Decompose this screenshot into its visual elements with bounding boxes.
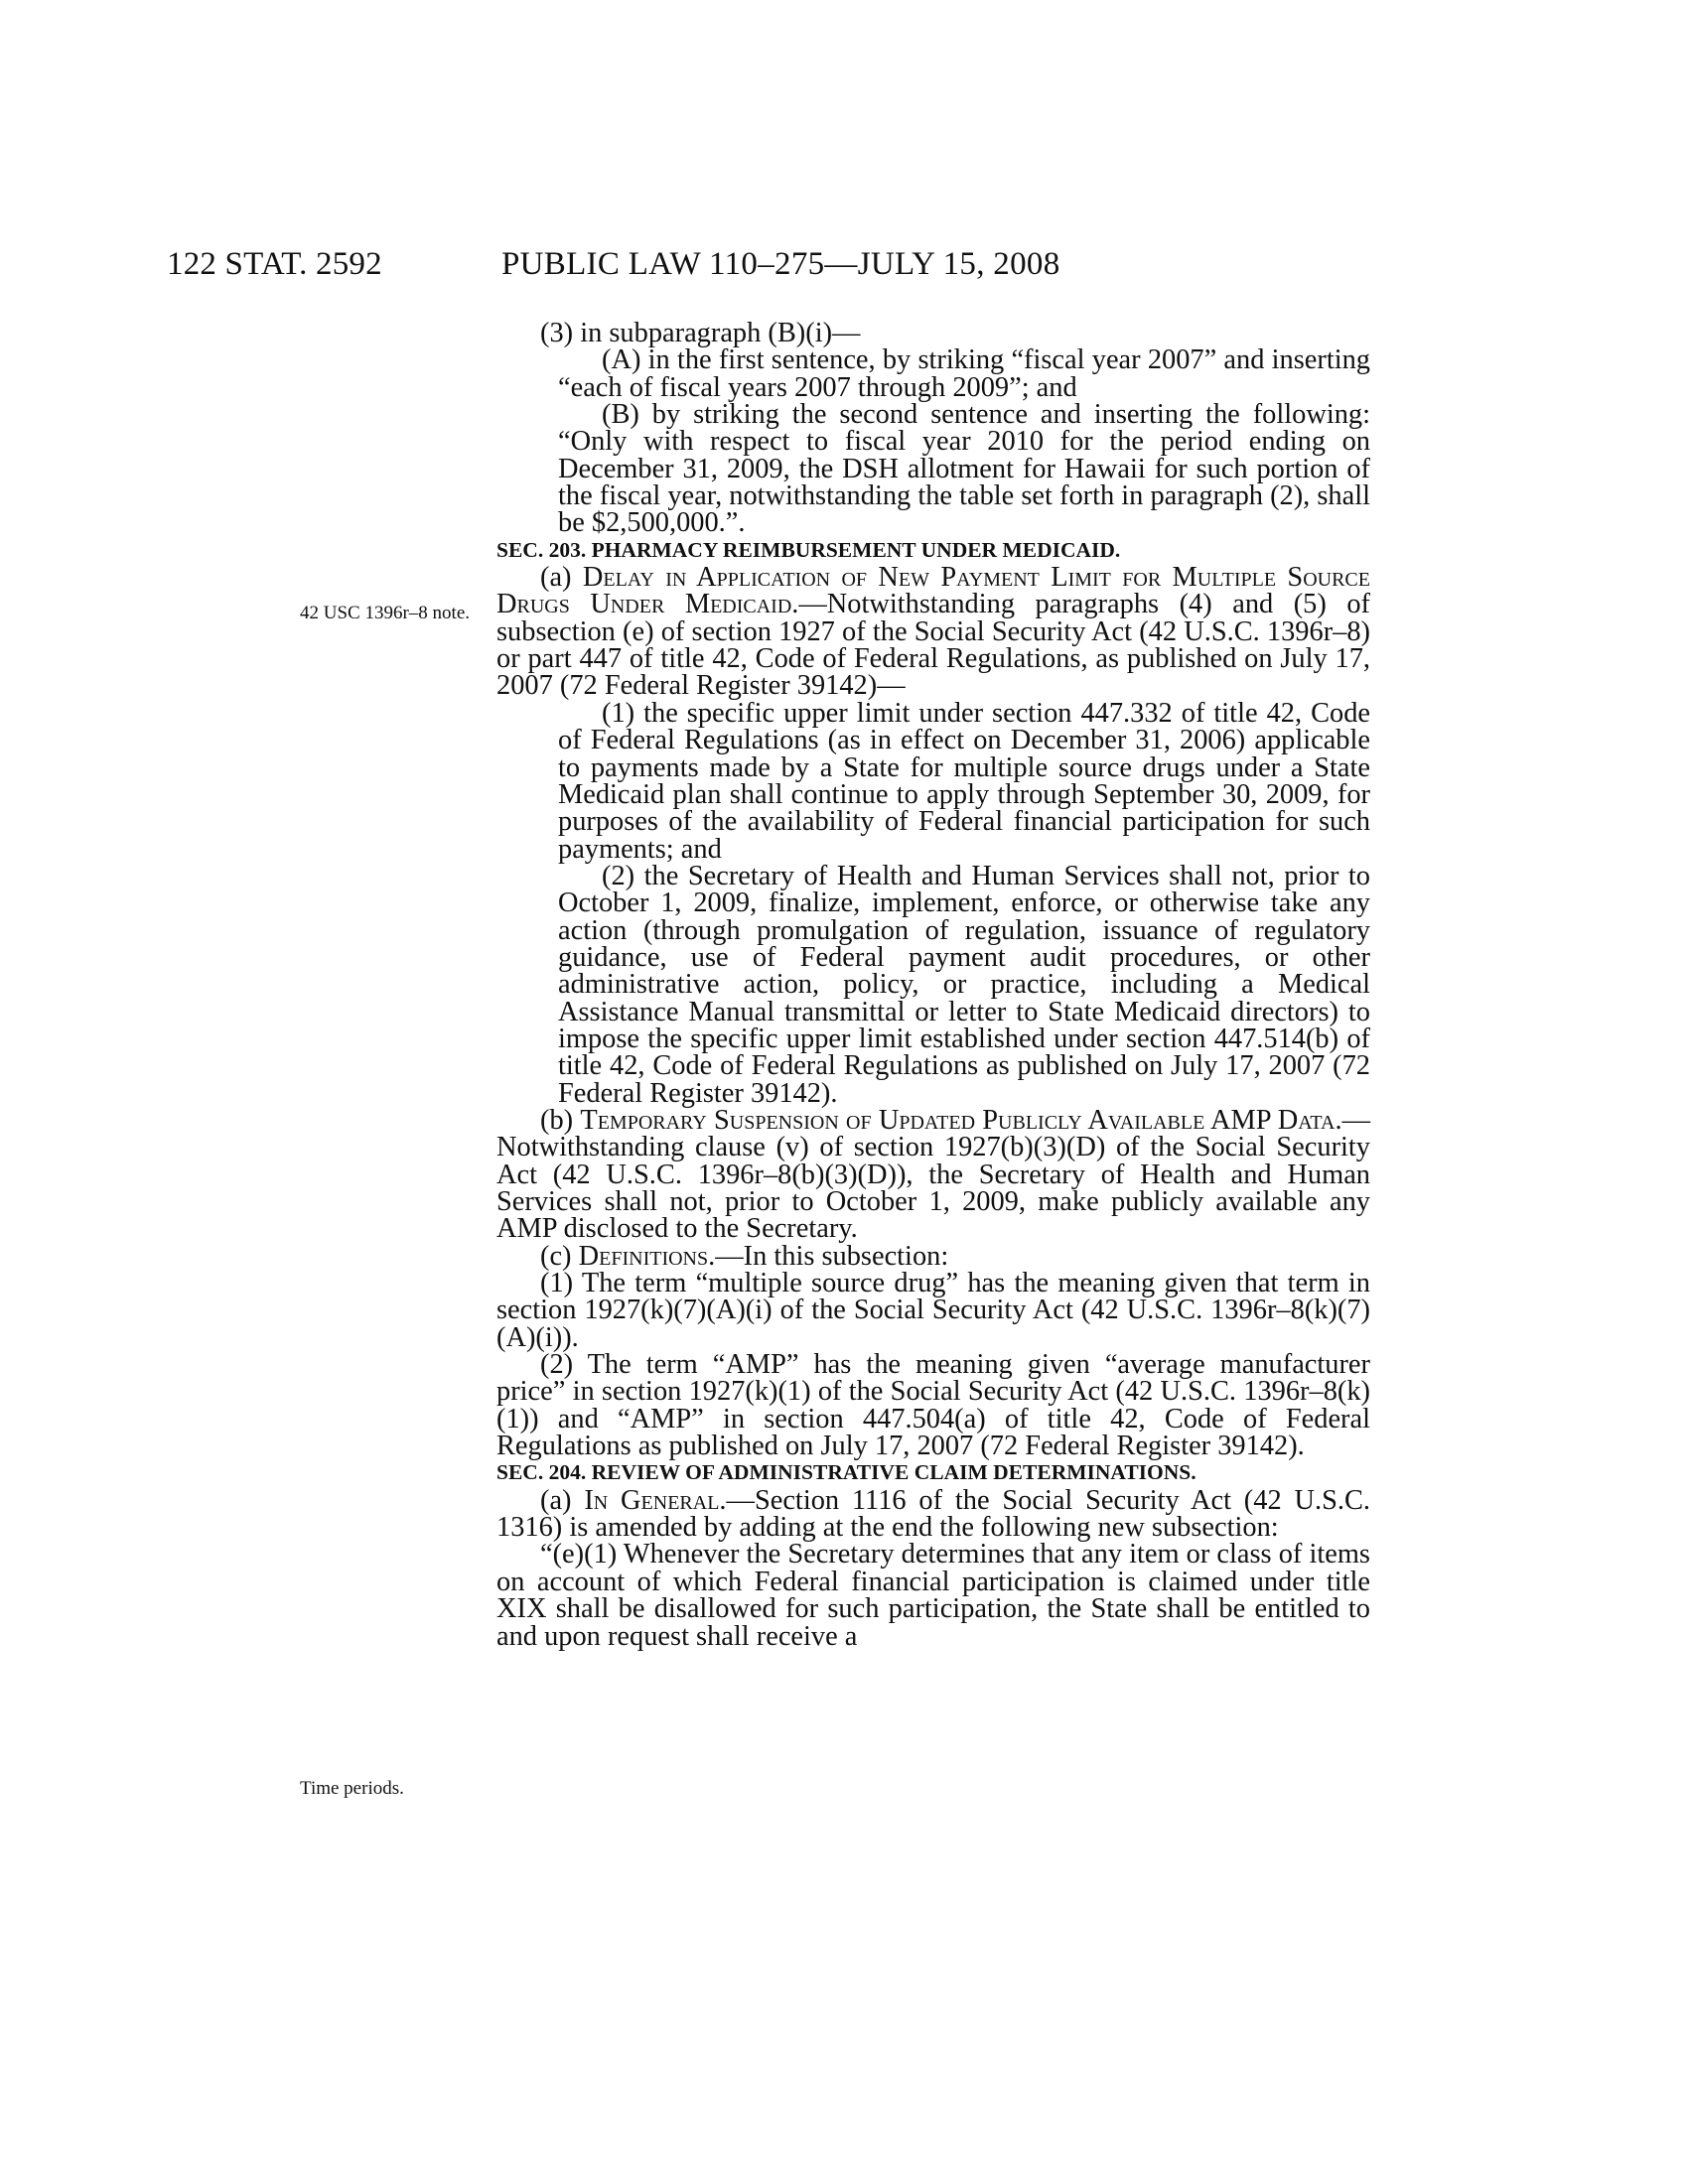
- subparagraph-b: (B) by striking the second sentence and inserting the following: “Only with respect to fiscal year 2010 for the period ending on December 31, 2009, the DSH allotment for Hawaii for such portion of the fiscal year, notwithstanding the table set forth in paragraph (2), shall be $2,500,000.”.: [558, 399, 1370, 539]
- margin-note-usc: 42 USC 1396r–8 note.: [300, 603, 470, 623]
- subsection-text: —Section 1116 of the Social Security Act (42 U.S.C. 1316) is amended by adding at the end the following new subsection:: [496, 1484, 1370, 1544]
- margin-note-time-periods: Time periods.: [300, 1778, 404, 1799]
- section-204-heading: SEC. 204. REVIEW OF ADMINISTRATIVE CLAIM DETERMINATIONS.: [496, 1460, 1196, 1485]
- section-203-heading: SEC. 203. PHARMACY REIMBURSEMENT UNDER MEDICAID.: [496, 537, 1121, 562]
- subsection-label: (b): [540, 1104, 574, 1136]
- section-203-c-paragraph-1: (1) The term “multiple source drug” has the meaning given that term in section 1927(k)(7)(A)(i) of the Social Security Act (42 U.S.C. 1396r–8(k)(7)(A)(i)).: [496, 1268, 1370, 1353]
- section-203-c-paragraph-2: (2) The term “AMP” has the meaning given “average manufacturer price” in section 1927(k)(1) of the Social Security Act (42 U.S.C. 1396r–8(k)(1)) and “AMP” in section 447.504(a) of title 42, Code of Federal Regulations as published on July 17, 2007 (72 Federal Register 39142).: [496, 1349, 1370, 1462]
- section-203-subsection-a: [496, 564, 1370, 700]
- subsection-label: (a): [540, 562, 572, 594]
- section-203-a-paragraph-2: (2) the Secretary of Health and Human Services shall not, prior to October 1, 2009, finalize, implement, enforce, or otherwise take any action (through promulgation of regulation, issuance of regulatory guidance, use of Federal payment audit procedures, or other administrative action, policy, or practice, including a Medical Assistance Manual transmittal or letter to State Medicaid directors) to impose the specific upper limit established under section 447.514(b) of title 42, Code of Federal Regulations as published on July 17, 2007 (72 Federal Register 39142).: [558, 860, 1370, 1109]
- public-law-title: PUBLIC LAW 110–275—JULY 15, 2008: [501, 246, 1060, 282]
- section-203-subsection-c: [496, 1240, 1370, 1272]
- subsection-heading: Delay in Application of New Payment Limit for Multiple Source Drugs Under Medicaid.: [496, 562, 1370, 620]
- subsection-heading: In General.: [584, 1484, 727, 1516]
- section-203-subsection-b: [496, 1104, 1370, 1245]
- subparagraph-a: (A) in the first sentence, by striking “fiscal year 2007” and inserting “each of fiscal years 2007 through 2009”; and: [558, 344, 1370, 403]
- subsection-label: (a): [540, 1484, 572, 1516]
- subsection-text: —Notwithstanding paragraphs (4) and (5) of subsection (e) of section 1927 of the Social Security Act (42 U.S.C. 1396r–8) or part 447 of title 42, Code of Federal Regulations, as published on July 17, 2007 (72 Federal Register 39142)—: [496, 589, 1370, 702]
- body-text: [496, 320, 1370, 1650]
- subsection-label: (c): [540, 1240, 572, 1272]
- statute-reference: 122 STAT. 2592: [167, 246, 382, 282]
- paragraph-3: (3) in subparagraph (B)(i)—: [540, 318, 861, 348]
- subsection-heading: Definitions.: [578, 1240, 716, 1272]
- subsection-text: —In this subsection:: [715, 1240, 949, 1272]
- section-203-a-paragraph-1: (1) the specific upper limit under section 447.332 of title 42, Code of Federal Regulations (as in effect on December 31, 2006) applicable to payments made by a State for multiple source drugs under a State Medicaid plan shall continue to apply through September 30, 2009, for purposes of the availability of Federal financial participation for such payments; and: [558, 697, 1370, 865]
- section-204-e1: “(e)(1) Whenever the Secretary determines that any item or class of items on account of which Federal financial participation is claimed under title XIX shall be disallowed for such participation, the State shall be entitled to and upon request shall receive a: [496, 1539, 1370, 1652]
- page-header: [167, 246, 1370, 286]
- subsection-heading: Temporary Suspension of Updated Publicly Available AMP Data.: [580, 1104, 1342, 1136]
- subsection-text: —Notwithstanding clause (v) of section 1927(b)(3)(D) of the Social Security Act (42 U.S.C. 1396r–8(b)(3)(D)), the Secretary of Health and Human Services shall not, prior to October 1, 2009, make publicly available any AMP disclosed to the Secretary.: [496, 1104, 1370, 1245]
- section-204-subsection-a: [496, 1484, 1370, 1544]
